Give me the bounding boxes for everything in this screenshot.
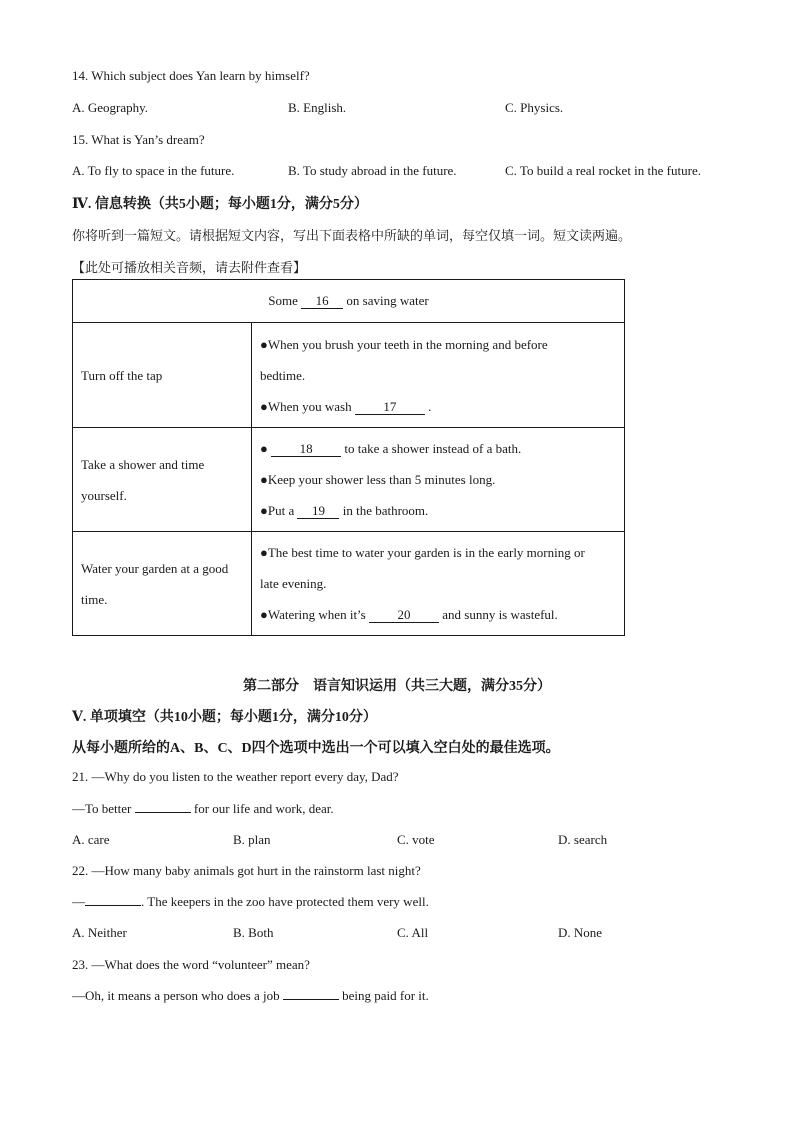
q22-line-2-pre: — (72, 894, 85, 909)
row-2-label-line-1: Take a shower and time (81, 456, 205, 472)
q22-option-c: C. All (397, 925, 429, 940)
row-3-line-2: late evening. (260, 576, 327, 591)
q21-option-c: C. vote (397, 832, 435, 847)
table-row (73, 532, 625, 636)
q15-option-c: C. To build a real rocket in the future. (505, 163, 701, 178)
question-21-line-1: 21. —Why do you listen to the weather report every day, Dad? (72, 769, 399, 784)
section-4-heading: Ⅳ. 信息转换（共5小题；每小题1分，满分5分） (72, 197, 368, 212)
question-23-line-2 (72, 988, 429, 1004)
q21-line-2-post: for our life and work, dear. (193, 801, 334, 816)
row-2-line-1 (260, 433, 616, 464)
row-label (73, 428, 252, 532)
q21-answer-blank[interactable] (135, 812, 191, 813)
q14-option-b: B. English. (288, 100, 347, 115)
q14-option-c: C. Physics. (505, 100, 564, 115)
q14-option-a: A. Geography. (72, 100, 149, 115)
row-content (252, 323, 625, 428)
row-label (73, 532, 252, 636)
row-2-line-3-pre: ●Put a (260, 503, 295, 518)
audio-note: 【此处可播放相关音频，请去附件查看】 (72, 260, 307, 275)
q22-option-d: D. None (558, 925, 603, 940)
blank-17[interactable]: 17 (355, 400, 425, 415)
row-3-line-3-pre: ●Watering when it’s (260, 607, 366, 622)
info-table (72, 279, 625, 636)
question-22-line-2 (72, 894, 429, 910)
table-row (73, 428, 625, 532)
blank-20[interactable]: 20 (369, 608, 439, 623)
question-21-line-2 (72, 801, 334, 817)
q22-answer-blank[interactable] (85, 905, 141, 906)
blank-18[interactable]: 18 (271, 442, 341, 457)
row-3-line-3 (260, 599, 616, 630)
q21-option-a: A. care (72, 832, 110, 847)
row-1-line-3-pre: ●When you wash (260, 398, 352, 414)
row-1-line-1: ●When you brush your teeth in the morning and before (260, 336, 548, 352)
part-2-title: 第二部分 语言知识运用（共三大题，满分35分） (243, 679, 551, 694)
blank-16[interactable]: 16 (301, 294, 343, 309)
row-1-line-3 (260, 391, 616, 422)
row-3-label-line-1: Water your garden at a good (81, 560, 229, 576)
section-5-instruction: 从每小题所给的A、B、C、D四个选项中选出一个可以填入空白处的最佳选项。 (72, 741, 560, 756)
question-15: 15. What is Yan’s dream? (72, 132, 205, 147)
q22-option-b: B. Both (233, 925, 274, 940)
q21-line-2-pre: —To better (72, 801, 132, 816)
q22-option-a: A. Neither (72, 925, 127, 940)
row-1-label: Turn off the tap (81, 367, 163, 383)
row-3-line-1: ●The best time to water your garden is in the early morning or (260, 545, 585, 560)
row-2-line-3-post: in the bathroom. (342, 503, 429, 518)
blank-19[interactable]: 19 (297, 504, 339, 519)
section-4-instruction: 你将听到一篇短文。请根据短文内容，写出下面表格中所缺的单词，每空仅填一词。短文读两遍。 (72, 228, 632, 243)
question-23-line-1: 23. —What does the word “volunteer” mean? (72, 957, 310, 972)
row-1-line-2: bedtime. (260, 367, 306, 383)
row-2-line-1-post: to take a shower instead of a bath. (344, 441, 522, 456)
row-content (252, 428, 625, 532)
row-3-line-3-post: and sunny is wasteful. (442, 607, 558, 622)
q23-answer-blank[interactable] (283, 999, 339, 1000)
q23-line-2-pre: —Oh, it means a person who does a job (72, 988, 280, 1003)
table-row (73, 323, 625, 428)
row-2-line-2: ●Keep your shower less than 5 minutes long. (260, 472, 496, 487)
q21-option-b: B. plan (233, 832, 271, 847)
row-3-label-line-2: time. (81, 591, 108, 607)
row-2-line-1-pre: ● (260, 441, 268, 456)
row-2-line-3 (260, 495, 616, 526)
q22-line-2-post: . The keepers in the zoo have protected them very well. (141, 894, 429, 909)
q15-option-b: B. To study abroad in the future. (288, 163, 457, 178)
row-label (73, 323, 252, 428)
table-header (73, 280, 625, 323)
q23-line-2-post: being paid for it. (342, 988, 429, 1003)
q15-option-a: A. To fly to space in the future. (72, 163, 235, 178)
row-content (252, 532, 625, 636)
header-text-post: on saving water (346, 293, 429, 308)
header-text-pre: Some (268, 293, 298, 308)
row-1-line-3-post: . (428, 398, 432, 414)
row-2-label-line-2: yourself. (81, 487, 127, 503)
question-22-line-1: 22. —How many baby animals got hurt in the rainstorm last night? (72, 863, 421, 878)
question-14: 14. Which subject does Yan learn by himself? (72, 68, 310, 83)
section-5-heading: Ⅴ. 单项填空（共10小题；每小题1分，满分10分） (72, 710, 377, 725)
q21-option-d: D. search (558, 832, 608, 847)
